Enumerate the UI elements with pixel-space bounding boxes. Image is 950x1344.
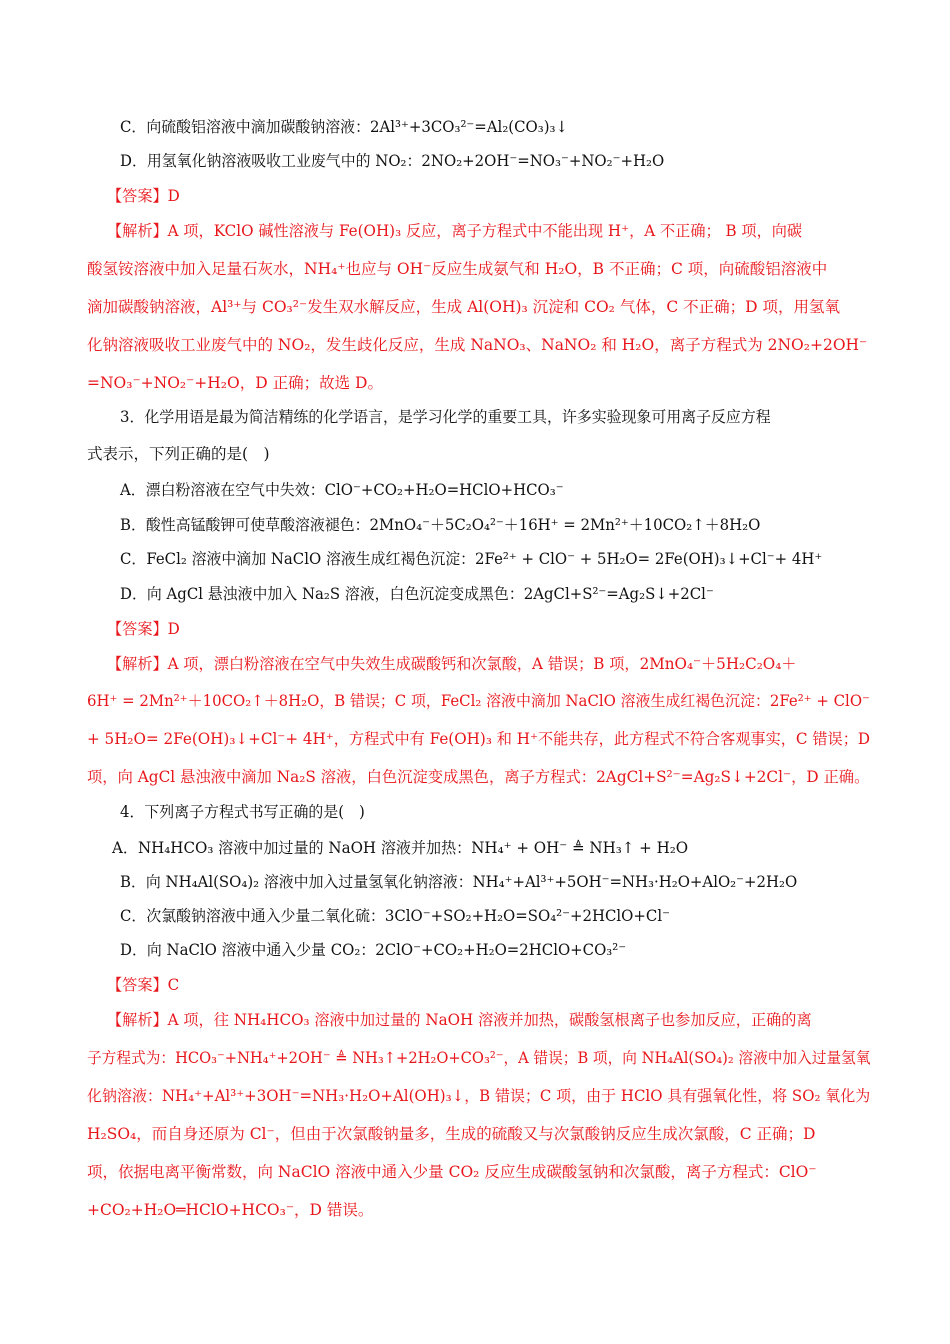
explanation-q4-line3: 化钠溶液：NH₄⁺+Al³⁺+3OH⁻=NH₃·H₂O+Al(OH)₃↓，B 错误；C 项，由于 HClO 具有强氧化性，将 SO₂ 氧化为 xyxy=(87,1087,871,1105)
question-4-stem: 4．下列离子方程式书写正确的是( ) xyxy=(120,803,365,821)
answer-q2: 【答案】D xyxy=(107,187,180,205)
option-d-q4: D．向 NaClO 溶液中通入少量 CO₂：2ClO⁻+CO₂+H₂O=2HClO+CO₃²⁻ xyxy=(120,941,627,959)
explanation-q2-line2: 酸氢铵溶液中加入足量石灰水，NH₄⁺也应与 OH⁻反应生成氨气和 H₂O，B 不正确；C 项，向硫酸铝溶液中 xyxy=(87,260,828,278)
explanation-q4-line1: 【解析】A 项，往 NH₄HCO₃ 溶液中加过量的 NaOH 溶液并加热，碳酸氢根离子也参加反应，正确的离 xyxy=(107,1011,812,1029)
explanation-q3-line4: 项，向 AgCl 悬浊液中滴加 Na₂S 溶液，白色沉淀变成黑色，离子方程式：2AgCl+S²⁻=Ag₂S↓+2Cl⁻，D 正确。 xyxy=(87,768,870,786)
option-c-q4: C．次氯酸钠溶液中通入少量二氧化硫：3ClO⁻+SO₂+H₂O=SO₄²⁻+2HClO+Cl⁻ xyxy=(120,907,670,925)
option-c-q2: C．向硫酸铝溶液中滴加碳酸钠溶液：2Al³⁺+3CO₃²⁻=Al₂(CO₃)₃↓ xyxy=(120,118,569,136)
option-a-q3: A．漂白粉溶液在空气中失效：ClO⁻+CO₂+H₂O=HClO+HCO₃⁻ xyxy=(120,481,564,499)
question-3-stem-line2: 式表示，下列正确的是( ) xyxy=(87,445,270,463)
question-3-stem-line1: 3．化学用语是最为简洁精练的化学语言，是学习化学的重要工具，许多实验现象可用离子反应方程 xyxy=(120,408,771,426)
explanation-q4-line5: 项，依据电离平衡常数，向 NaClO 溶液中通入少量 CO₂ 反应生成碳酸氢钠和次氯酸，离子方程式：ClO⁻ xyxy=(87,1163,817,1181)
explanation-q3-line3: + 5H₂O= 2Fe(OH)₃↓+Cl⁻+ 4H⁺，方程式中有 Fe(OH)₃ 和 H⁺不能共存，此方程式不符合客观事实，C 错误；D xyxy=(87,730,871,748)
option-a-q4: A．NH₄HCO₃ 溶液中加过量的 NaOH 溶液并加热：NH₄⁺ + OH⁻ ≜ NH₃↑ + H₂O xyxy=(112,839,689,857)
explanation-q4-line2: 子方程式为：HCO₃⁻+NH₄⁺+2OH⁻ ≜ NH₃↑+2H₂O+CO₃²⁻，A 错误；B 项，向 NH₄Al(SO₄)₂ 溶液中加入过量氢氧 xyxy=(87,1049,871,1067)
option-c-q3: C．FeCl₂ 溶液中滴加 NaClO 溶液生成红褐色沉淀：2Fe²⁺ + ClO⁻ + 5H₂O= 2Fe(OH)₃↓+Cl⁻+ 4H⁺ xyxy=(120,550,823,568)
explanation-q3-line1: 【解析】A 项，漂白粉溶液在空气中失效生成碳酸钙和次氯酸，A 错误；B 项，2MnO₄⁻＋5H₂C₂O₄＋ xyxy=(107,655,797,673)
answer-q3: 【答案】D xyxy=(107,620,180,638)
explanation-q4-line6: +CO₂+H₂O═HClO+HCO₃⁻，D 错误。 xyxy=(87,1201,374,1219)
option-d-q2: D．用氢氧化钠溶液吸收工业废气中的 NO₂：2NO₂+2OH⁻=NO₃⁻+NO₂⁻+H₂O xyxy=(120,152,665,170)
explanation-q3-line2: 6H⁺ = 2Mn²⁺＋10CO₂↑＋8H₂O，B 错误；C 项，FeCl₂ 溶液中滴加 NaClO 溶液生成红褐色沉淀：2Fe²⁺ + ClO⁻ xyxy=(87,692,870,710)
explanation-q2-line1: 【解析】A 项，KClO 碱性溶液与 Fe(OH)₃ 反应，离子方程式中不能出现 H⁺，A 不正确； B 项，向碳 xyxy=(107,222,803,240)
explanation-q2-line3: 滴加碳酸钠溶液，Al³⁺与 CO₃²⁻发生双水解反应，生成 Al(OH)₃ 沉淀和 CO₂ 气体，C 不正确；D 项，用氢氧 xyxy=(87,298,840,316)
explanation-q4-line4: H₂SO₄，而自身还原为 Cl⁻，但由于次氯酸钠量多，生成的硫酸又与次氯酸钠反应生成次氯酸，C 正确；D xyxy=(87,1125,816,1143)
option-b-q4: B．向 NH₄Al(SO₄)₂ 溶液中加入过量氢氧化钠溶液：NH₄⁺+Al³⁺+5OH⁻=NH₃·H₂O+AlO₂⁻+2H₂O xyxy=(120,873,798,891)
explanation-q2-line4: 化钠溶液吸收工业废气中的 NO₂，发生歧化反应，生成 NaNO₃、NaNO₂ 和 H₂O，离子方程式为 2NO₂+2OH⁻ xyxy=(87,336,868,354)
option-b-q3: B．酸性高锰酸钾可使草酸溶液褪色：2MnO₄⁻＋5C₂O₄²⁻＋16H⁺ = 2Mn²⁺＋10CO₂↑＋8H₂O xyxy=(120,516,761,534)
option-d-q3: D．向 AgCl 悬浊液中加入 Na₂S 溶液，白色沉淀变成黑色：2AgCl+S²⁻=Ag₂S↓+2Cl⁻ xyxy=(120,585,714,603)
answer-q4: 【答案】C xyxy=(107,976,180,994)
explanation-q2-line5: =NO₃⁻+NO₂⁻+H₂O，D 正确；故选 D。 xyxy=(87,374,383,392)
